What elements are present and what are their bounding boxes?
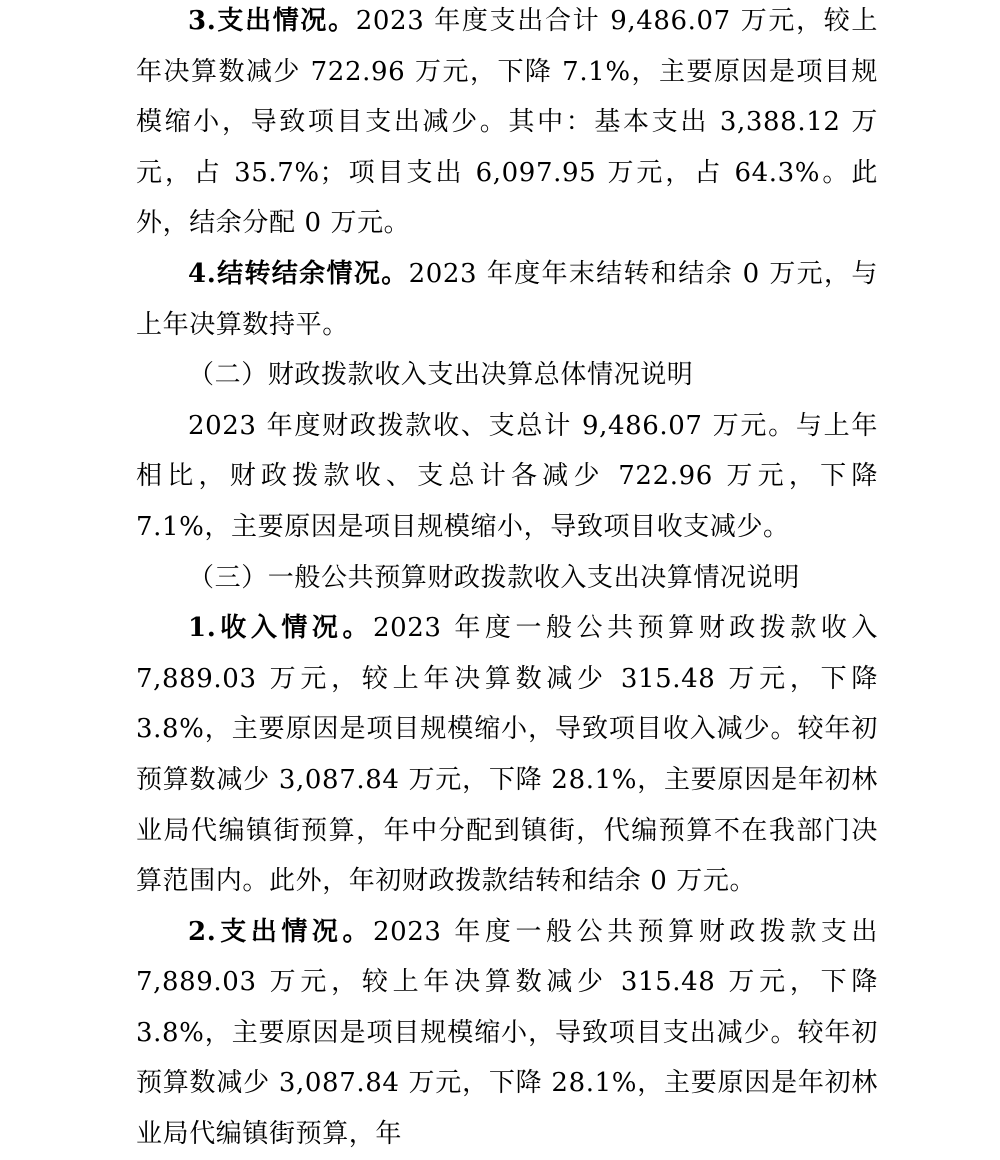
section-heading-3: （三）一般公共预算财政拨款收入支出决算情况说明: [188, 562, 800, 593]
paragraph-lead: 3.支出情况。: [188, 6, 356, 36]
paragraph-lead: 4.结转结余情况。: [188, 258, 409, 289]
paragraph-gp-expense: [136, 907, 878, 1160]
section-heading-2: （二）财政拨款收入支出决算总体情况说明: [188, 360, 694, 391]
paragraph-section-2-body: [136, 401, 878, 553]
paragraph-carryover: [136, 249, 878, 350]
paragraph-text: 2023 年度支出合计 9,486.07 万元，较上年决算数减少 722.96 万元，下降 7.1%，主要原因是项目规模缩小，导致项目支出减少。其中：基本支出 3,388.12 万元，占 35.7%；项目支出 6,097.95 万元，占 64.3%。此外，结余分配 0 万元。: [136, 6, 879, 239]
paragraph-text: 2023 年度财政拨款收、支总计 9,486.07 万元。与上年相比，财政拨款收、支总计各减少 722.96 万元，下降 7.1%，主要原因是项目规模缩小，导致项目收支减少。: [136, 410, 878, 542]
paragraph-gp-income: [136, 603, 878, 907]
paragraph-text: 2023 年度年末结转和结余 0 万元，与上年决算数持平。: [136, 258, 878, 340]
paragraph-lead: 2.支出情况。: [188, 916, 373, 947]
document-page: [136, 0, 878, 1160]
paragraph-text: 2023 年度一般公共预算财政拨款收入 7,889.03 万元，较上年决算数减少 315.48 万元，下降 3.8%，主要原因是项目规模缩小，导致项目收入减少。较年初预算数减少 3,087.84 万元，下降 28.1%，主要原因是年初林业局代编镇街预算，年中分配到镇街，代编预算不在我部门决算范围内。此外，年初财政拨款结转和结余 0 万元。: [136, 613, 879, 897]
paragraph-text: 2023 年度一般公共预算财政拨款支出 7,889.03 万元，较上年决算数减少 315.48 万元，下降 3.8%，主要原因是项目规模缩小，导致项目支出减少。较年初预算数减少 3,087.84 万元，下降 28.1%，主要原因是年初林业局代编镇街预算，年: [136, 916, 879, 1150]
paragraph-lead: 1.收入情况。: [188, 613, 373, 644]
paragraph-expense-2023: [136, 0, 878, 249]
